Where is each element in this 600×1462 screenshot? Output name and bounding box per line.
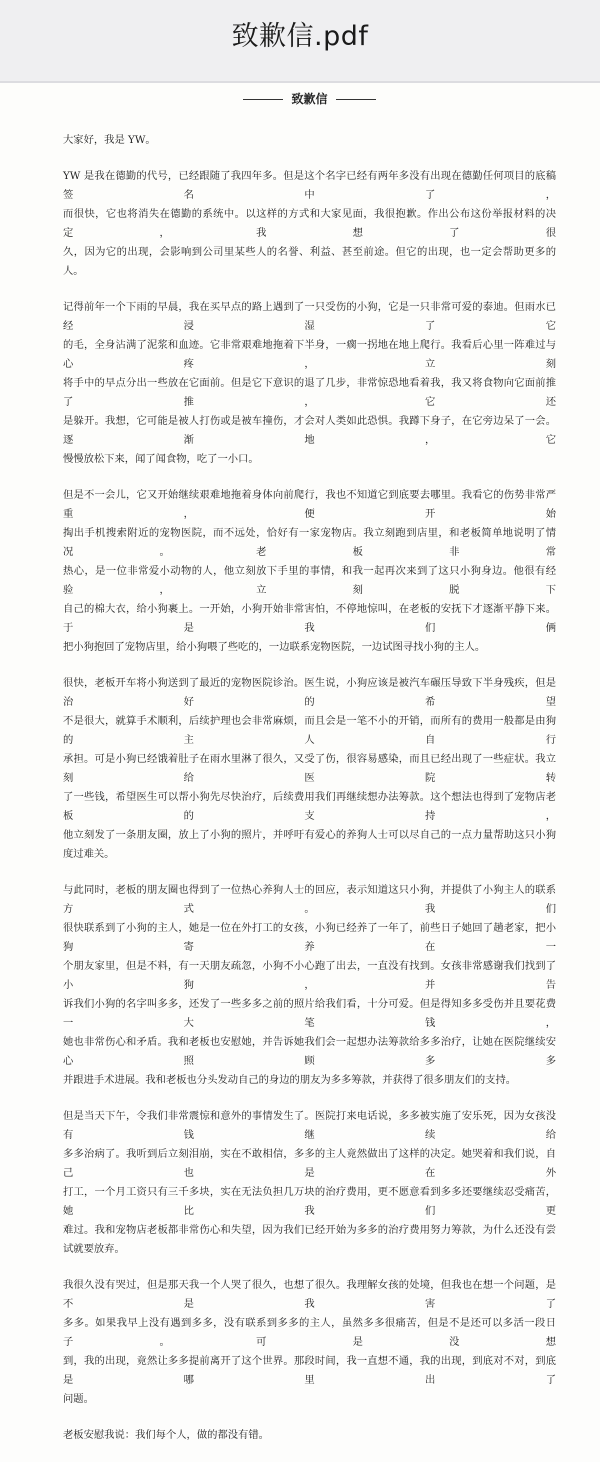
text-line: 掏出手机搜索附近的宠物医院，而不远处，恰好有一家宠物店。我立刻跑到店里，和老板简单地说明了情况。老板非常 [63, 527, 556, 558]
paragraph [63, 131, 556, 150]
text-line: 大家好，我是 YW。 [63, 134, 156, 146]
text-line: 多多。如果我早上没有遇到多多，没有联系到多多的主人，虽然多多很痛苦，但是不是还可以多活一段日子。可是没想 [63, 1317, 556, 1348]
text-line: 问题。 [63, 1393, 94, 1405]
paragraph [63, 298, 556, 469]
paragraph [63, 167, 556, 281]
text-line: 打工，一个月工资只有三千多块，实在无法负担几万块的治疗费用，更不愿意看到多多还要继续忍受痛苦，她比我们更 [63, 1186, 556, 1217]
paragraph [63, 1276, 556, 1409]
text-line: 很快联系到了小狗的主人，她是一位在外打工的女孩，小狗已经养了一年了，前些日子她回了趟老家，把小狗寄养在一 [63, 922, 556, 953]
text-line: 久，因为它的出现，会影响到公司里某些人的名誉、利益、甚至前途。但它的出现，也一定会帮助更多的人。 [63, 246, 556, 277]
text-line: 的毛，全身沾满了泥浆和血迹。它非常艰难地拖着下半身，一瘸一拐地在地上爬行。我看后心里一阵难过与心疼，立刻 [63, 339, 556, 370]
text-line: 并跟进手术进展。我和老板也分头发动自己的身边的朋友为多多筹款，并获得了很多朋友们的支持。 [63, 1074, 517, 1086]
text-line: 把小狗抱回了宠物店里，给小狗喂了些吃的，一边联系宠物医院，一边试图寻找小狗的主人。 [63, 641, 486, 653]
paragraph [63, 881, 556, 1090]
text-line: 到，我的出现，竟然让多多提前离开了这个世界。那段时间，我一直想不通，我的出现，到底对不对，到底是哪里出了 [63, 1355, 556, 1386]
text-line: 了一些钱，希望医生可以帮小狗先尽快治疗，后续费用我们再继续想办法筹款。这个想法也得到了宠物店老板的支持， [63, 791, 556, 822]
text-line: 记得前年一个下雨的早晨，我在买早点的路上遇到了一只受伤的小狗，它是一只非常可爱的泰迪。但雨水已经浸湿了它 [63, 301, 556, 332]
text-line: 诉我们小狗的名字叫多多，还发了一些多多之前的照片给我们看，十分可爱。但是得知多多受伤并且要花费一大笔钱， [63, 998, 556, 1029]
paragraph [63, 486, 556, 657]
document-file-name: 致歉信.pdf [231, 21, 369, 52]
text-line: YW 是我在德勤的代号，已经跟随了我四年多。但是这个名字已经有两年多没有出现在德勤任何项目的底稿签名中了， [63, 170, 556, 201]
text-line: 我很久没有哭过，但是那天我一个人哭了很久，也想了很久。我理解女孩的处境，但我也在想一个问题，是不是我害了 [63, 1279, 556, 1310]
text-line: 他立刻发了一条朋友圈，放上了小狗的照片，并呼吁有爱心的养狗人士可以尽自己的一点力量帮助这只小狗度过难关。 [63, 829, 556, 860]
document-body [63, 90, 556, 1462]
text-line: 自己的棉大衣，给小狗裹上。一开始，小狗开始非常害怕，不停地惊叫，在老板的安抚下才逐渐平静下来。于是我们俩 [63, 603, 556, 634]
text-line: 是躲开。我想，它可能是被人打伤或是被车撞伤，才会对人类如此恐惧。我蹲下身子，在它旁边呆了一会。逐渐地，它 [63, 415, 556, 446]
paragraphs [63, 131, 556, 1445]
text-line: 但是不一会儿，它又开始继续艰难地拖着身体向前爬行，我也不知道它到底要去哪里。我看它的伤势非常严重，便开始 [63, 489, 556, 520]
viewer-title-bar [0, 0, 600, 83]
text-line: 难过。我和宠物店老板都非常伤心和失望，因为我们已经开始为多多的治疗费用努力筹款，为什么还没有尝试就要放弃。 [63, 1224, 556, 1255]
text-line: 而很快，它也将消失在德勤的系统中。以这样的方式和大家见面，我很抱歉。作出公布这份举报材料的决定，我想了很 [63, 208, 556, 239]
heading-rule-right [336, 99, 376, 100]
text-line: 承担。可是小狗已经饿着肚子在雨水里淋了很久，又受了伤，很容易感染，而且已经出现了一些症状。我立刻给医院转 [63, 753, 556, 784]
paragraph [63, 1426, 556, 1445]
document-heading [63, 90, 556, 109]
text-line: 不是很大，就算手术顺利，后续护理也会非常麻烦，而且会是一笔不小的开销，而所有的费用一般都是由狗的主人自行 [63, 715, 556, 746]
text-line: 与此同时，老板的朋友圈也得到了一位热心养狗人士的回应，表示知道这只小狗，并提供了小狗主人的联系方式。我们 [63, 884, 556, 915]
heading-text: 致歉信 [291, 92, 328, 106]
paragraph [63, 674, 556, 864]
text-line: 慢慢放松下来，闻了闻食物，吃了一小口。 [63, 453, 259, 465]
text-line: 但是当天下午，令我们非常震惊和意外的事情发生了。医院打来电话说，多多被实施了安乐死，因为女孩没有钱继续给 [63, 1110, 556, 1141]
text-line: 热心，是一位非常爱小动物的人，他立刻放下手里的事情，和我一起再次来到了这只小狗身边。他很有经验，立刻脱下 [63, 565, 556, 596]
text-line: 个朋友家里，但是不料，有一天朋友疏忽，小狗不小心跑了出去，一直没有找到。女孩非常感谢我们找到了小狗，并告 [63, 960, 556, 991]
text-line: 多多治病了。我听到后立刻泪崩，实在不敢相信，多多的主人竟然做出了这样的决定。她哭着和我们说，自己也是在外 [63, 1148, 556, 1179]
heading-rule-left [243, 99, 283, 100]
paragraph [63, 1107, 556, 1259]
text-line: 老板安慰我说：我们每个人，做的都没有错。 [63, 1429, 269, 1441]
text-line: 很快，老板开车将小狗送到了最近的宠物医院诊治。医生说，小狗应该是被汽车碾压导致下半身残疾，但是治好的希望 [63, 677, 556, 708]
text-line: 她也非常伤心和矛盾。我和老板也安慰她，并告诉她我们会一起想办法筹款给多多治疗，让她在医院继续安心照顾多多 [63, 1036, 556, 1067]
text-line: 将手中的早点分出一些放在它面前。但是它下意识的退了几步，非常惊恐地看着我，我又将食物向它面前推了推，它还 [63, 377, 556, 408]
